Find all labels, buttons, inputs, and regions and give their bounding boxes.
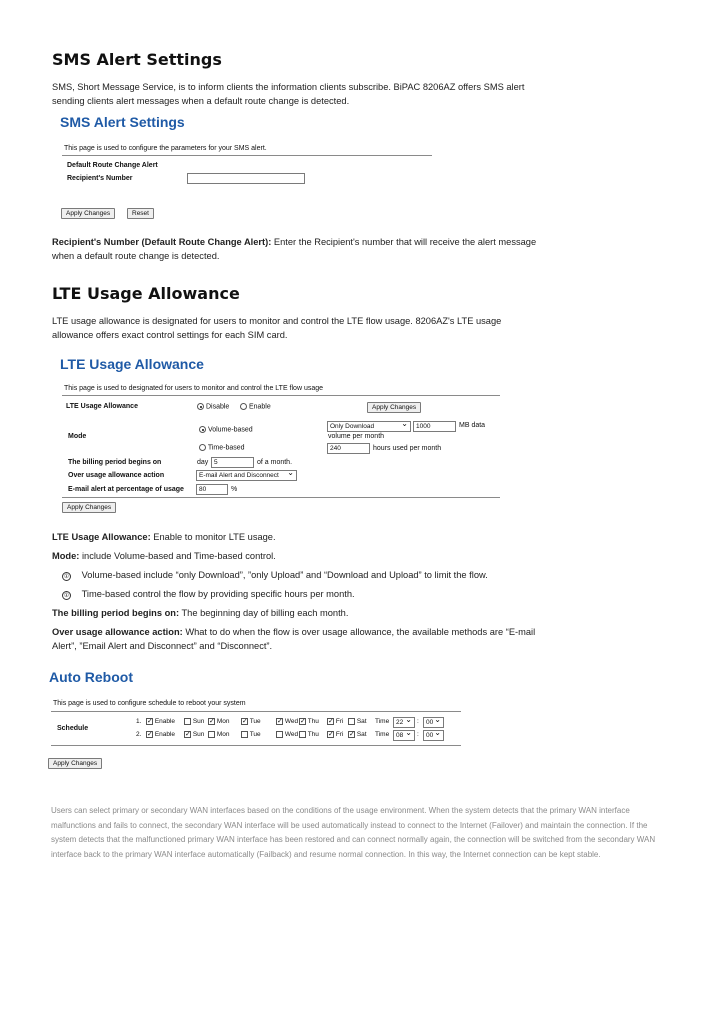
reboot-day-wed-checkbox[interactable] — [276, 718, 298, 725]
numbered-bullet-icon: ① — [63, 593, 70, 599]
note-billing-text: The beginning day of billing each month. — [179, 608, 349, 618]
allowance-disable-option[interactable] — [197, 403, 229, 410]
day-label: Mon — [216, 731, 230, 739]
allowance-enable-option[interactable] — [240, 403, 271, 410]
note-allowance — [52, 531, 552, 545]
reboot-day-fri-checkbox[interactable] — [327, 718, 343, 725]
reboot-day-fri-checkbox[interactable] — [327, 731, 343, 738]
check-icon[interactable]: ✓ — [300, 718, 306, 725]
day-label: Mon — [216, 718, 230, 726]
check-icon[interactable]: ✓ — [349, 731, 355, 738]
volume-label: Volume-based — [207, 426, 253, 434]
check-icon[interactable] — [241, 731, 248, 738]
note-mode-bold: Mode: — [52, 551, 80, 561]
note-action-bold: Over usage allowance action: — [52, 627, 183, 637]
enable-label: Enable — [248, 403, 271, 411]
email-percent-input[interactable]: 80 — [196, 484, 228, 495]
reboot-hour-select[interactable]: 22 ⌄ — [393, 717, 415, 728]
reboot-day-tue-checkbox[interactable] — [241, 731, 261, 738]
check-icon[interactable]: ✓ — [242, 718, 248, 725]
check-icon[interactable] — [208, 731, 215, 738]
check-icon[interactable] — [348, 718, 355, 725]
reboot-minute-select[interactable]: 00 ⌄ — [423, 717, 444, 728]
reboot-enable-checkbox[interactable] — [146, 718, 175, 725]
allowance-label: LTE Usage Allowance — [66, 403, 138, 410]
schedule-label: Schedule — [57, 725, 89, 732]
enable-label: Enable — [154, 731, 176, 739]
reboot-day-tue-checkbox[interactable] — [241, 718, 261, 725]
note-allowance-text: Enable to monitor LTE usage. — [150, 532, 276, 542]
note-action — [52, 626, 552, 653]
action-select[interactable]: E-mail Alert and Disconnect ⌄ — [196, 470, 297, 481]
enable-radio[interactable] — [240, 403, 247, 410]
sms-note-bold: Recipient's Number (Default Route Change Alert): — [52, 237, 272, 247]
day-label: Thu — [307, 731, 319, 739]
reboot-day-sun-checkbox[interactable] — [184, 718, 204, 725]
lte-shot-desc: This page is used to designated for users to monitor and control the LTE flow usage — [64, 385, 324, 392]
mode-label: Mode — [68, 433, 87, 440]
volume-direction-select[interactable]: Only Download ⌄ — [327, 421, 411, 432]
billing-day-input[interactable]: 5 — [211, 457, 254, 468]
sms-note — [52, 236, 542, 263]
sms-reset-button[interactable]: Reset — [127, 208, 154, 219]
lte-apply-button[interactable]: Apply Changes — [367, 402, 421, 413]
footer-paragraph: Users can select primary or secondary WAN interfaces based on the conditions of the usage environment. When the system detects that the primary WAN interface malfunctions and fails to connect, the secondary WAN interface will be used automatically instead to connect to the Internet (Failover) and maintain the connection. If the system detects that the malfunctioned primary WAN interface has been restored and can connect normally again, the connection will be switched from the secondary WAN interface back to the primary WAN interface automatically (Failback) and resume normal connection. In this way, the Internet connection can be kept stable. — [51, 806, 656, 859]
note-billing-bold: The billing period begins on: — [52, 608, 180, 618]
day-label: Sun — [192, 718, 205, 726]
email-alert-label: E-mail alert at percentage of usage — [68, 486, 184, 493]
reboot-apply-button[interactable]: Apply Changes — [48, 758, 102, 769]
day-label: Wed — [284, 718, 299, 726]
billing-label: The billing period begins on — [68, 459, 162, 466]
day-label: Fri — [335, 718, 344, 726]
day-label: Wed — [284, 731, 299, 739]
time-label: Time-based — [207, 444, 245, 452]
reboot-time-label: Time — [375, 731, 390, 738]
sms-apply-button[interactable]: Apply Changes — [61, 208, 115, 219]
sms-shot-desc: This page is used to configure the parameters for your SMS alert. — [64, 145, 267, 152]
time-based-option[interactable] — [199, 444, 245, 451]
note-action-text: What to do when the flow is over usage allowance, the available methods are “E-mail Alert”, ”Email Alert and Disconnect” and “Disconnect”. — [52, 627, 536, 651]
action-label: Over usage allowance action — [68, 472, 165, 479]
check-icon[interactable]: ✓ — [147, 718, 153, 725]
reboot-divider — [51, 711, 461, 712]
recipient-label: Recipient's Number — [67, 175, 133, 182]
disable-label: Disable — [205, 403, 230, 411]
check-icon[interactable]: ✓ — [277, 718, 283, 725]
lte-apply-bottom-button[interactable]: Apply Changes — [62, 502, 116, 513]
reboot-day-sun-checkbox[interactable] — [184, 731, 204, 738]
volume-based-option[interactable] — [199, 426, 253, 433]
check-icon[interactable]: ✓ — [328, 731, 334, 738]
day-label: Tue — [249, 731, 261, 739]
note-mode-text: include Volume-based and Time-based control. — [79, 551, 276, 561]
check-icon[interactable]: ✓ — [328, 718, 334, 725]
reboot-enable-checkbox[interactable] — [146, 731, 175, 738]
check-icon[interactable] — [299, 731, 306, 738]
check-icon[interactable]: ✓ — [209, 718, 215, 725]
note-bullet-time — [62, 588, 552, 602]
reboot-hour-select[interactable]: 08 ⌄ — [393, 730, 415, 741]
volume-radio[interactable] — [199, 426, 206, 433]
reboot-day-sat-checkbox[interactable] — [348, 731, 367, 738]
reboot-minute-select[interactable]: 00 ⌄ — [423, 730, 444, 741]
hours-input[interactable]: 240 — [327, 443, 370, 454]
reboot-row-number: 2. — [136, 731, 142, 738]
sms-divider — [62, 155, 432, 156]
time-radio[interactable] — [199, 444, 206, 451]
note-billing — [52, 607, 552, 621]
lte-intro: LTE usage allowance is designated for users to monitor and control the LTE flow usage. 8206AZ's LTE usage allowance offers exact control settings for each SIM card. — [52, 316, 502, 340]
billing-prefix: day — [197, 459, 209, 466]
bullet-volume-text: Volume-based include “only Download”, ”only Upload” and “Download and Upload” to limit the flow. — [81, 570, 488, 580]
sms-heading: SMS Alert Settings — [52, 50, 222, 69]
billing-suffix: of a month. — [257, 459, 293, 466]
sms-note-text: Enter the Recipient's number that will receive the alert message when a default route change is detected. — [52, 237, 537, 261]
reboot-row-number: 1. — [136, 718, 142, 725]
reboot-day-thu-checkbox[interactable] — [299, 731, 319, 738]
check-icon[interactable]: ✓ — [185, 731, 191, 738]
reboot-shot-title: Auto Reboot — [49, 669, 133, 685]
check-icon[interactable] — [184, 718, 191, 725]
recipient-number-input[interactable] — [187, 173, 305, 184]
enable-label: Enable — [154, 718, 176, 726]
reboot-bottom-divider — [51, 745, 461, 746]
time-colon: : — [417, 731, 419, 738]
email-percent-unit: % — [231, 486, 238, 493]
sms-intro: SMS, Short Message Service, is to inform clients the information clients subscribe. BiPAC 8206AZ offers SMS alert sending clients alert messages when a default route change is detected. — [52, 82, 525, 106]
day-label: Fri — [335, 731, 344, 739]
note-allowance-bold: LTE Usage Allowance: — [52, 532, 151, 542]
numbered-bullet-icon: ① — [63, 574, 70, 580]
sms-section-label: Default Route Change Alert — [67, 162, 158, 169]
reboot-day-mon-checkbox[interactable] — [208, 731, 229, 738]
reboot-shot-desc: This page is used to configure schedule to reboot your system — [53, 700, 246, 707]
lte-bottom-divider — [62, 497, 500, 498]
check-icon[interactable]: ✓ — [147, 731, 153, 738]
lte-heading: LTE Usage Allowance — [52, 284, 240, 303]
lte-shot-title: LTE Usage Allowance — [60, 356, 204, 372]
volume-amount-input[interactable]: 1000 — [413, 421, 456, 432]
day-label: Thu — [307, 718, 319, 726]
note-mode — [52, 550, 552, 564]
note-bullet-volume — [62, 569, 552, 583]
day-label: Sun — [192, 731, 205, 739]
time-colon: : — [417, 718, 419, 725]
reboot-day-sat-checkbox[interactable] — [348, 718, 367, 725]
lte-divider — [62, 395, 500, 396]
reboot-day-mon-checkbox[interactable] — [208, 718, 229, 725]
reboot-day-thu-checkbox[interactable] — [299, 718, 319, 725]
volume-period: volume per month — [328, 433, 385, 440]
day-label: Sat — [356, 718, 367, 726]
day-label: Sat — [356, 731, 367, 739]
bullet-time-text: Time-based control the flow by providing specific hours per month. — [81, 589, 355, 599]
hours-unit: hours used per month — [373, 445, 442, 452]
reboot-time-label: Time — [375, 718, 390, 725]
check-icon[interactable] — [276, 731, 283, 738]
disable-radio[interactable] — [197, 403, 204, 410]
sms-shot-title: SMS Alert Settings — [60, 114, 185, 130]
volume-unit: MB data — [459, 422, 486, 429]
reboot-day-wed-checkbox[interactable] — [276, 731, 298, 738]
day-label: Tue — [249, 718, 261, 726]
